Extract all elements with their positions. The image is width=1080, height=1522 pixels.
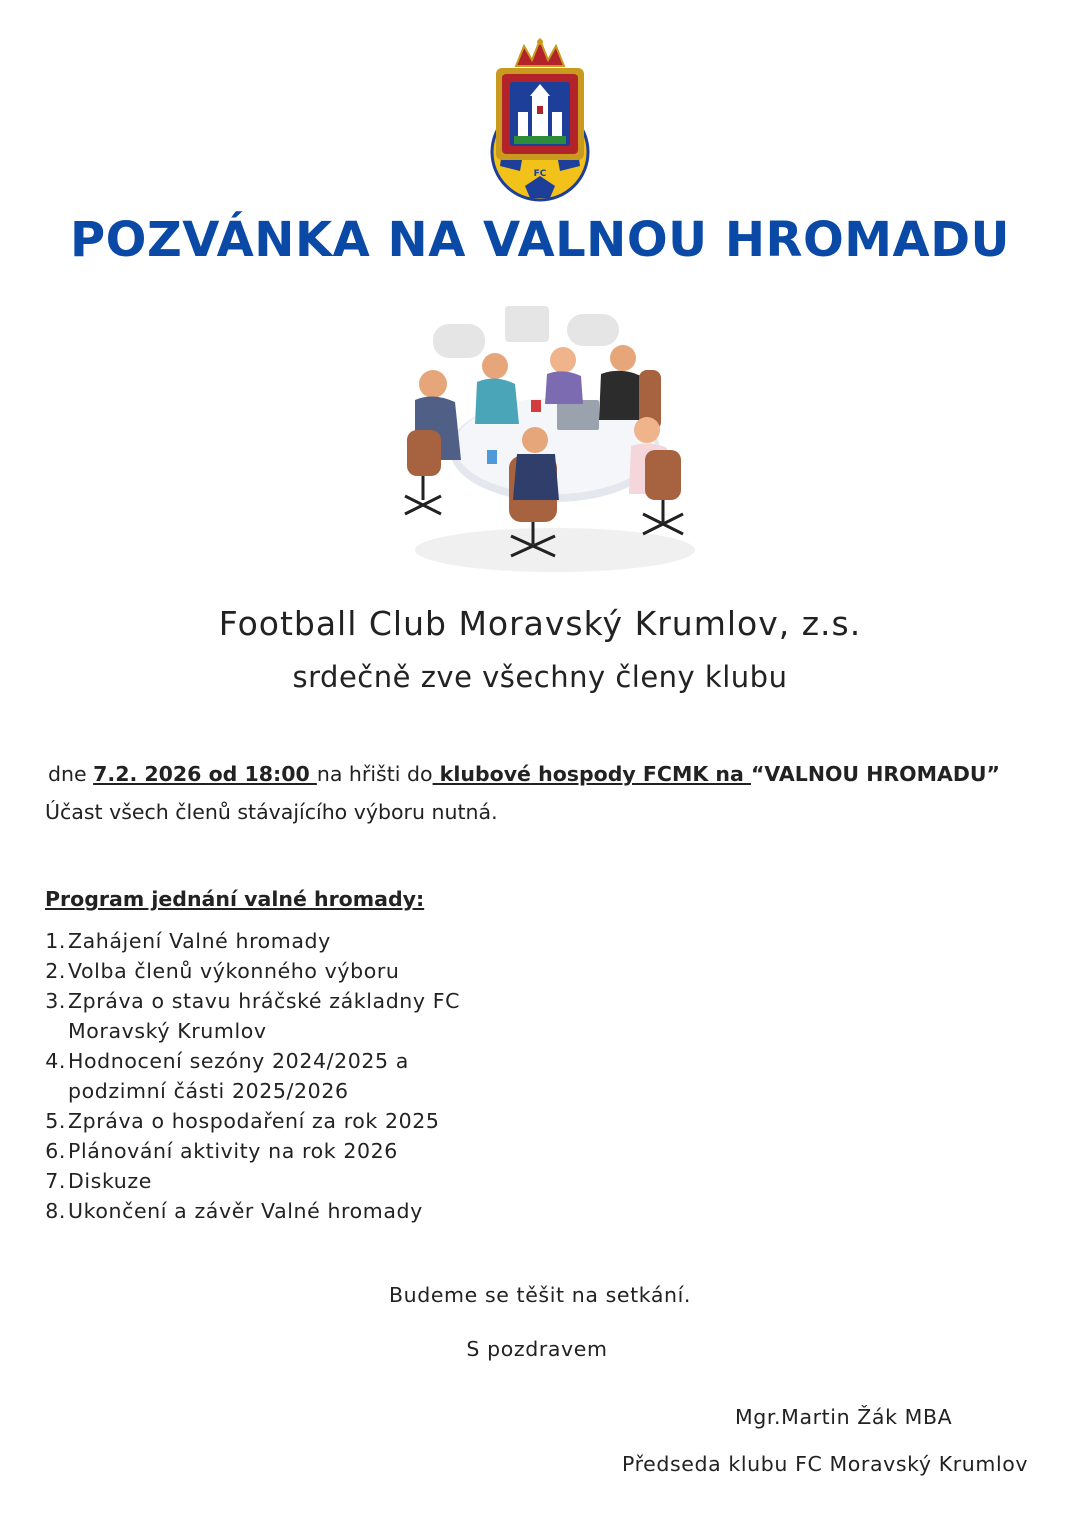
- program-item: [44, 1106, 524, 1136]
- program-item-text: Plánování aktivity na rok 2026: [68, 1139, 398, 1163]
- club-crest-logo: [480, 36, 600, 202]
- meeting-date-time: 7.2. 2026 od 18:00: [93, 762, 317, 786]
- meeting-illustration: [395, 300, 695, 580]
- program-item-text: Zpráva o hospodaření za rok 2025: [68, 1109, 440, 1133]
- program-item-text: Volba členů výkonného výboru: [68, 959, 400, 983]
- details-prefix: dne: [48, 762, 94, 786]
- program-list: [44, 926, 524, 1226]
- signer-name: Mgr.Martin Žák MBA: [735, 1405, 953, 1429]
- program-item: [44, 1046, 524, 1106]
- attendance-note: Účast všech členů stávajícího výboru nutná.: [45, 800, 498, 824]
- program-item-text-cont: podzimní části 2025/2026: [68, 1079, 349, 1103]
- program-item-number: 6.: [45, 1139, 66, 1163]
- program-item-number: 7.: [45, 1169, 66, 1193]
- program-item: [44, 956, 524, 986]
- program-item-number: 5.: [45, 1109, 66, 1133]
- closing-line: Budeme se těšit na setkání.: [388, 1283, 692, 1307]
- meeting-place: klubové hospody FCMK na: [432, 762, 751, 786]
- program-item-text-cont: Moravský Krumlov: [68, 1019, 267, 1043]
- program-item-number: 3.: [45, 989, 66, 1013]
- program-item-text: Hodnocení sezóny 2024/2025 a: [68, 1049, 409, 1073]
- program-item: [44, 1136, 524, 1166]
- program-heading: Program jednání valné hromady:: [45, 887, 425, 911]
- club-name: Football Club Moravský Krumlov, z.s.: [218, 604, 862, 643]
- program-item: [44, 926, 524, 956]
- details-middle: na hřišti do: [316, 762, 433, 786]
- signer-role: Předseda klubu FC Moravský Krumlov: [622, 1452, 1029, 1476]
- program-item-text: Diskuze: [68, 1169, 152, 1193]
- program-item: [44, 1196, 524, 1226]
- program-item: [44, 986, 524, 1046]
- page-title: POZVÁNKA NA VALNOU HROMADU: [69, 212, 1011, 268]
- program-item-text: Zpráva o stavu hráčské základny FC: [68, 989, 461, 1013]
- program-item-number: 8.: [45, 1199, 66, 1223]
- meeting-event: “VALNOU HROMADU”: [750, 762, 1000, 786]
- program-item-text: Ukončení a závěr Valné hromady: [68, 1199, 423, 1223]
- invitation-line: srdečně zve všechny členy klubu: [292, 660, 788, 694]
- program-item-number: 2.: [45, 959, 66, 983]
- program-item-number: 4.: [45, 1049, 66, 1073]
- regards-line: S pozdravem: [466, 1337, 608, 1361]
- program-item-text: Zahájení Valné hromady: [68, 929, 331, 953]
- meeting-details: [48, 762, 1000, 786]
- svg-text:FC: FC: [533, 169, 547, 179]
- program-item: [44, 1166, 524, 1196]
- program-item-number: 1.: [45, 929, 66, 953]
